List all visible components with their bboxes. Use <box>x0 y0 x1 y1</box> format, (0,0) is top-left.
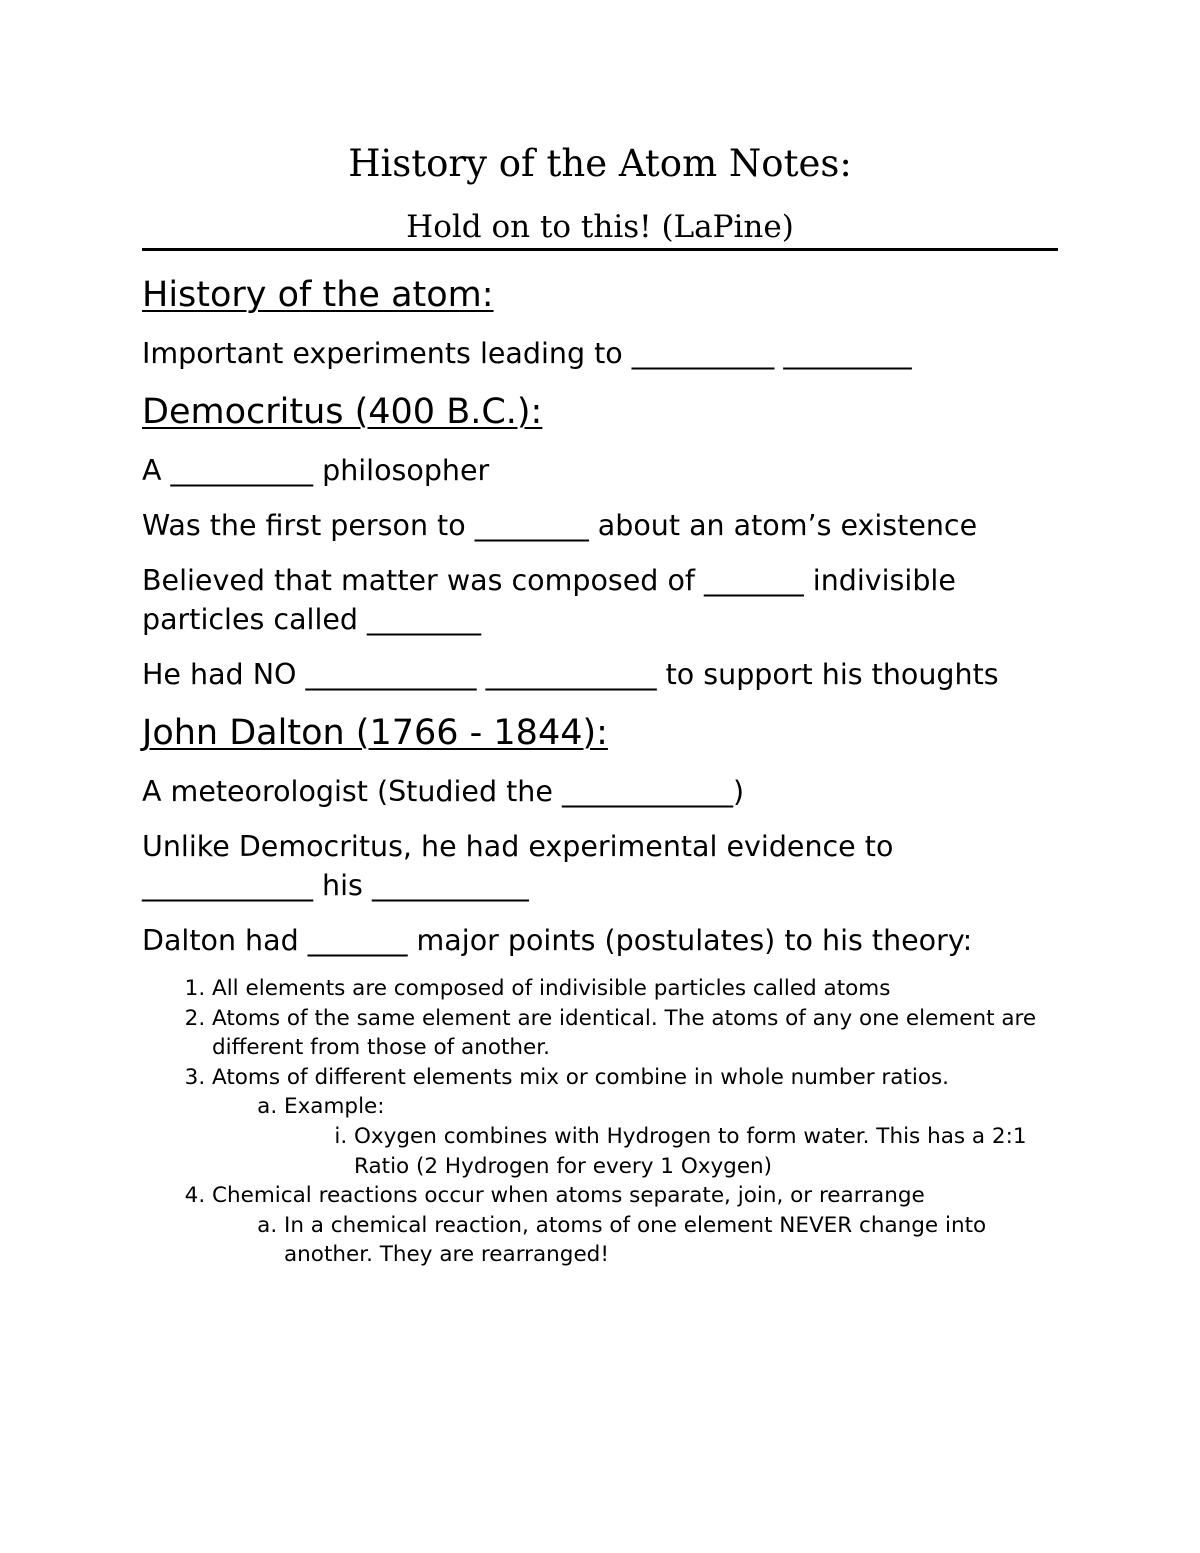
postulate-4a-text: In a chemical reaction, atoms of one element NEVER change into another. They are rearranged! <box>284 1212 987 1268</box>
postulate-3a-text: Example: <box>284 1094 385 1120</box>
dalton-line-2: Unlike Democritus, he had experimental evidence to ____________ his ___________ <box>142 830 894 902</box>
postulate-4-sublist <box>212 1211 1060 1270</box>
dalton-line-1: A meteorologist (Studied the ____________) <box>142 775 745 808</box>
democritus-line-4: He had NO ____________ ____________ to support his thoughts <box>142 658 999 691</box>
postulate-3-text: Atoms of different elements mix or combine in whole number ratios. <box>212 1064 950 1090</box>
postulate-3ai-text: Oxygen combines with Hydrogen to form water. This has a 2:1 Ratio (2 Hydrogen for every 1 Oxygen) <box>354 1123 1027 1179</box>
postulate-1 <box>212 974 1060 1004</box>
page-title: History of the Atom Notes: <box>348 142 852 185</box>
heading-democritus: Democritus (400 B.C.): <box>142 392 543 432</box>
postulate-1-text: All elements are composed of indivisible particles called atoms <box>212 976 891 1001</box>
postulate-2 <box>212 1004 1060 1063</box>
postulate-3a <box>284 1092 1060 1181</box>
democritus-line-3: Believed that matter was composed of _______ indivisible particles called ________ <box>142 564 956 636</box>
heading-john-dalton: John Dalton (1766 - 1844): <box>142 713 608 753</box>
heading-history-of-atom: History of the atom: <box>142 275 494 315</box>
postulate-2-text: Atoms of the same element are identical. The atoms of any one element are different from those of another. <box>212 1005 1037 1061</box>
postulate-4a <box>284 1211 1060 1270</box>
postulate-3a-sublist <box>284 1122 1060 1181</box>
postulate-3ai <box>354 1122 1060 1181</box>
notes-content <box>142 270 1060 1270</box>
dalton-postulates-list <box>142 974 1060 1270</box>
postulate-4-text: Chemical reactions occur when atoms separate, join, or rearrange <box>212 1183 925 1209</box>
democritus-line-2: Was the first person to ________ about an atom’s existence <box>142 509 978 542</box>
postulate-3 <box>212 1063 1060 1181</box>
democritus-line-1: A __________ philosopher <box>142 454 490 487</box>
postulate-3-sublist <box>212 1092 1060 1181</box>
title-divider <box>142 248 1058 251</box>
postulate-4 <box>212 1181 1060 1270</box>
dalton-line-3: Dalton had _______ major points (postulates) to his theory: <box>142 924 973 957</box>
page-subtitle: Hold on to this! (LaPine) <box>406 209 794 245</box>
history-line-1: Important experiments leading to __________ _________ <box>142 337 912 370</box>
